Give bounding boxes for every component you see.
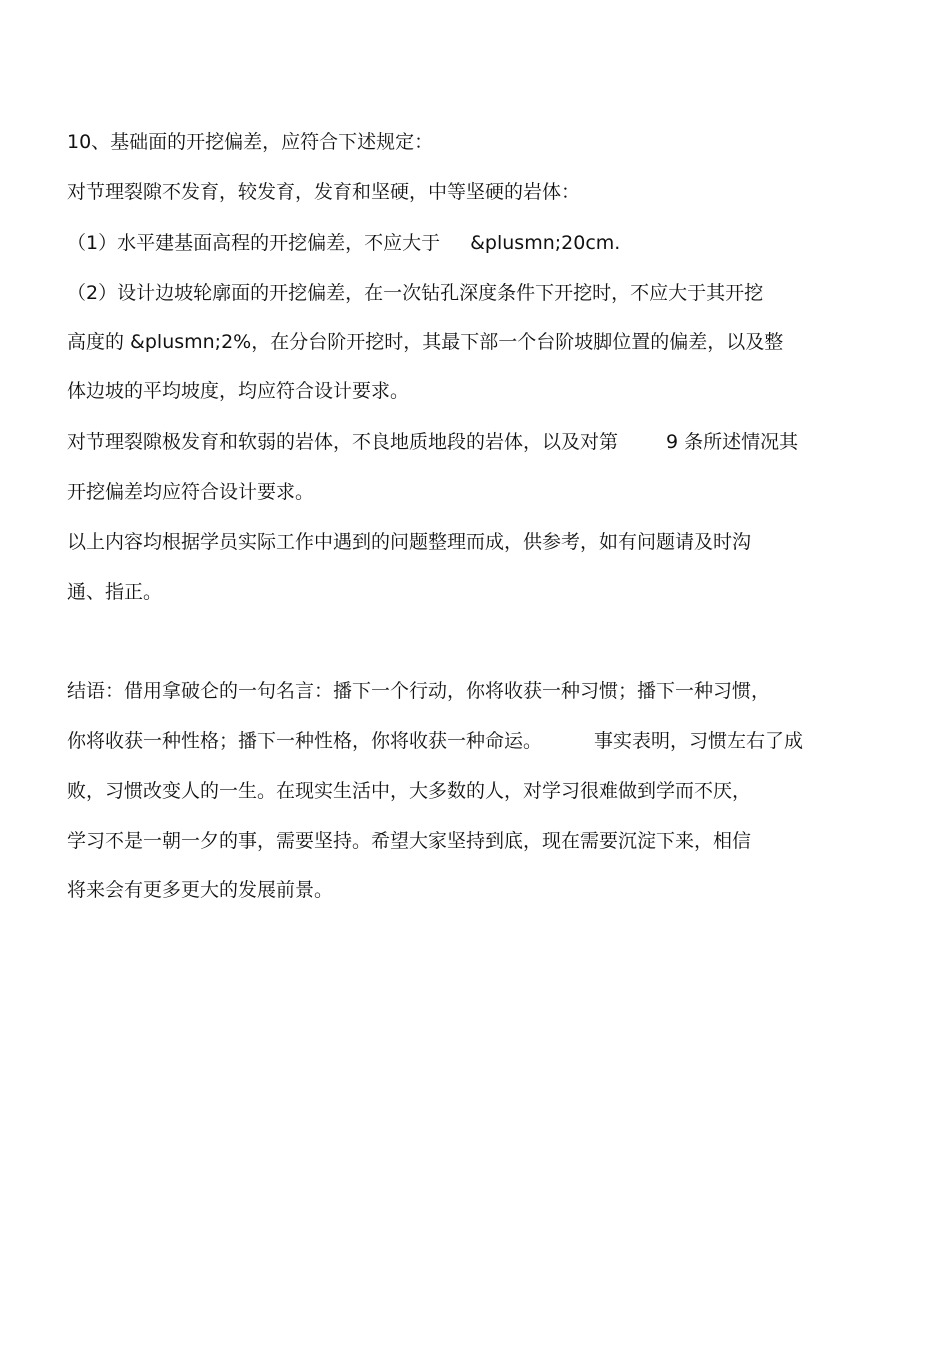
tolerance-value: &plusmn;20cm. (470, 232, 621, 254)
note-text: 通、指正。 (67, 581, 163, 603)
section-heading (67, 130, 433, 154)
conclusion-text: 事实表明，习惯左右了成 (594, 730, 804, 752)
conclusion-line-1 (67, 679, 770, 703)
conclusion-text: 学习不是一朝一夕的事，需要坚持。希望大家坚持到底，现在需要沉淀下来，相信 (67, 830, 752, 852)
list-item-text: （1）水平建基面高程的开挖偏差，不应大于 (67, 232, 441, 254)
paragraph-weak-rock-line-2 (67, 480, 314, 504)
conclusion-text: 你将收获一种性格；播下一种性格，你将收获一种命运。 (67, 730, 543, 752)
conclusion-line-5 (67, 878, 333, 902)
list-item-2-line-1 (67, 281, 763, 305)
paragraph-text: 对节理裂隙极发育和软弱的岩体，不良地质地段的岩体，以及对第 (67, 431, 619, 453)
list-item-2-line-3 (67, 379, 409, 403)
paragraph-rock-conditions (67, 180, 580, 204)
conclusion-text: 败，习惯改变人的一生。在现实生活中，大多数的人，对学习很难做到学而不厌， (67, 780, 752, 802)
list-item-text: 体边坡的平均坡度，均应符合设计要求。 (67, 380, 410, 402)
conclusion-line-3 (67, 779, 751, 803)
list-item-2-line-2 (67, 330, 783, 354)
paragraph-text: 开挖偏差均应符合设计要求。 (67, 481, 315, 503)
conclusion-text: 将来会有更多更大的发展前景。 (67, 879, 334, 901)
note-text: 以上内容均根据学员实际工作中遇到的问题整理而成，供参考，如有问题请及时沟 (67, 531, 752, 553)
note-line-2 (67, 580, 162, 604)
list-item-text: （2）设计边坡轮廓面的开挖偏差，在一次钻孔深度条件下开挖时，不应大于其开挖 (67, 282, 764, 304)
conclusion-line-2 (67, 729, 803, 753)
conclusion-text: 结语：借用拿破仑的一句名言：播下一个行动，你将收获一种习惯；播下一种习惯， (67, 680, 771, 702)
list-item-1 (67, 231, 620, 255)
paragraph-weak-rock-line-1 (67, 430, 798, 454)
section-heading-text: 10、基础面的开挖偏差，应符合下述规定： (67, 131, 434, 153)
list-item-text: 高度的 &plusmn;2%，在分台阶开挖时，其最下部一个台阶坡脚位置的偏差，以及整 (67, 331, 784, 353)
note-line-1 (67, 530, 751, 554)
conclusion-line-4 (67, 829, 751, 853)
paragraph-text: 9 条所述情况其 (666, 431, 799, 453)
paragraph-text: 对节理裂隙不发育，较发育，发育和坚硬，中等坚硬的岩体： (67, 181, 581, 203)
